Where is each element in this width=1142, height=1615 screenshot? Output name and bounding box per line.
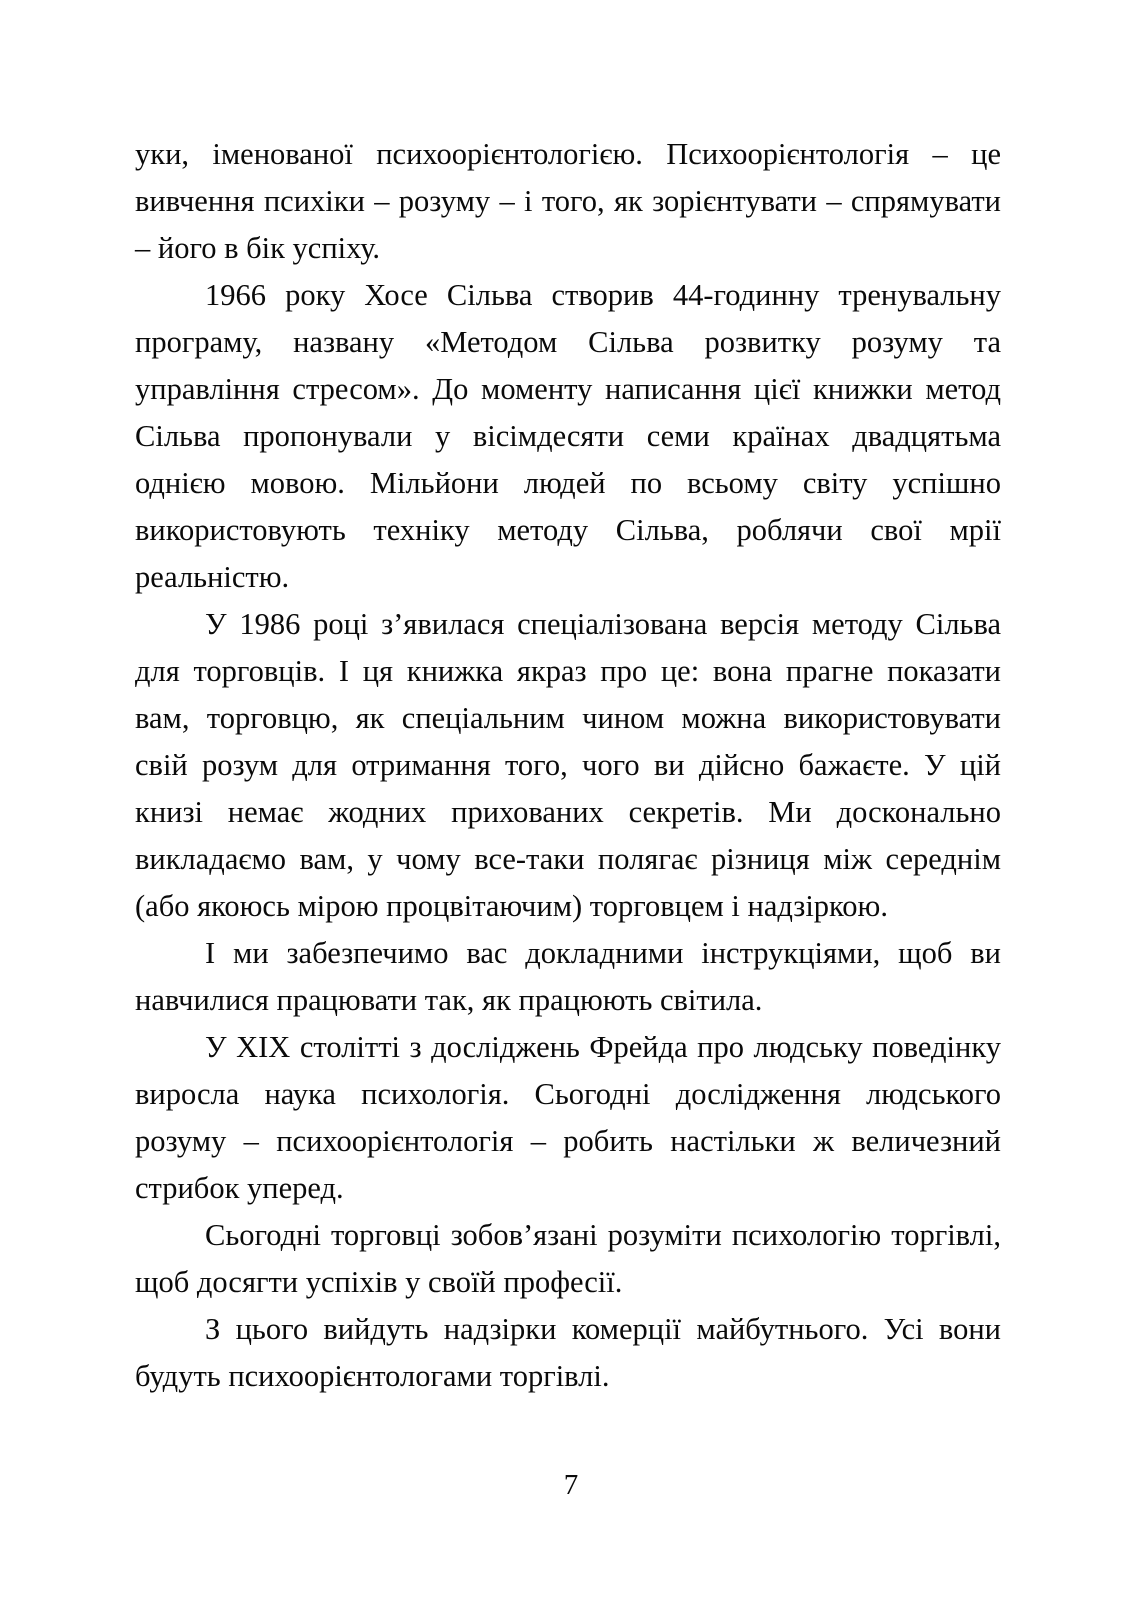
- paragraph: Сьогодні торговці зобов’язані розуміти психологію торгівлі, щоб досягти успіхів у своїй професії.: [135, 1218, 1001, 1299]
- page-number: 7: [563, 1469, 579, 1501]
- paragraph: У 1986 році з’явилася спеціалізована версія методу Сільва для торговців. І ця книжка якраз про це: вона прагне показати вам, торговцю, як спеціальним чином можна використовувати свій розум для отримання того, чого ви дійсно бажаєте. У цій книзі немає жодних прихованих секретів. Ми досконально викладаємо вам, у чому все-таки полягає різниця між середнім (або якоюсь мірою процвітаючим) торговцем і надзіркою.: [135, 607, 1001, 923]
- paragraph: З цього вийдуть надзірки комерції майбутнього. Усі вони будуть психоорієнтологами торгівлі.: [135, 1312, 1001, 1393]
- paragraph: 1966 року Хосе Сільва створив 44-годинну тренувальну програму, названу «Методом Сільва розвитку розуму та управління стресом». До моменту написання цієї книжки метод Сільва пропонували у вісімдесяти семи країнах двадцятьма однією мовою. Мільйони людей по всьому світу успішно використовують техніку методу Сільва, роблячи свої мрії реальністю.: [135, 278, 1001, 594]
- paragraph: І ми забезпечимо вас докладними інструкціями, щоб ви навчилися працювати так, як працюють світила.: [135, 936, 1001, 1017]
- paragraph: уки, іменованої психоорієнтологією. Психоорієнтологія – це вивчення психіки – розуму – і того, як зорієнтувати – спрямувати – його в бік успіху.: [135, 137, 1001, 265]
- page-body-text: [135, 131, 1001, 1400]
- paragraph: У XIX столітті з досліджень Фрейда про людську поведінку виросла наука психологія. Сьогодні дослідження людського розуму – психоорієнтологія – робить настільки ж величезний стрибок уперед.: [135, 1030, 1001, 1205]
